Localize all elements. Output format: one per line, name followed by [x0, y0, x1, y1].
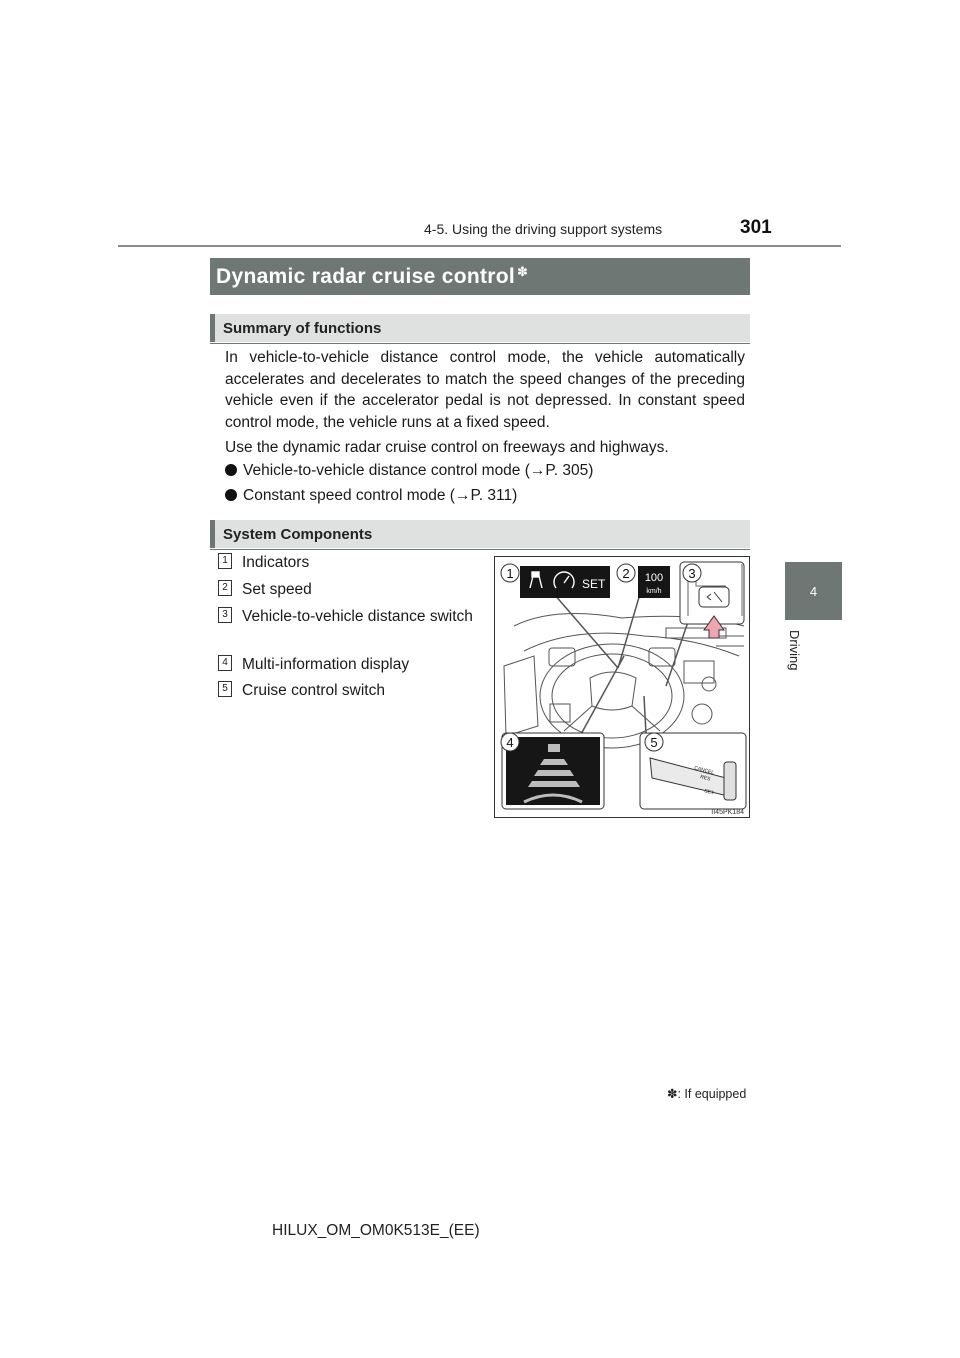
component-item [218, 552, 478, 574]
component-number: 5 [218, 681, 232, 697]
component-number: 1 [218, 553, 232, 569]
bullet-text: Vehicle-to-vehicle distance control mode (→P. 305) [243, 462, 594, 479]
heading-accent [210, 314, 215, 342]
component-item [218, 579, 478, 601]
summary-usage-paragraph: Use the dynamic radar cruise control on freeways and highways. [225, 439, 669, 456]
component-label: Indicators [242, 554, 310, 571]
header-section-title: 4-5. Using the driving support systems [424, 221, 663, 237]
set-speed-unit: km/h [646, 588, 662, 595]
heading-accent [210, 520, 215, 548]
callout-5 [645, 733, 663, 751]
set-indicator: SET [582, 577, 606, 591]
component-label: Set speed [242, 581, 312, 598]
lever-label-res: RES [699, 774, 711, 783]
system-components-illustration [494, 556, 750, 818]
component-item [218, 680, 478, 702]
bullet-dot [225, 464, 237, 476]
component-label: Vehicle-to-vehicle distance switch [242, 608, 473, 625]
component-number: 3 [218, 607, 232, 623]
summary-paragraph: In vehicle-to-vehicle distance control mode, the vehicle automatically accelerates and decelerates to match the speed changes of the preceding vehicle even if the accelerator pedal is not depressed. In constant speed control mode, the vehicle runs at a fixed speed. [225, 349, 745, 431]
components-heading-bar [210, 520, 750, 548]
svg-text:3: 3 [688, 566, 696, 581]
chapter-tab-label: Driving [787, 630, 802, 671]
set-speed-value: 100 [644, 572, 664, 584]
chapter-tab-number: 4 [809, 583, 818, 599]
section-title: Dynamic radar cruise control [216, 264, 516, 288]
footnote-if-equipped: ✽: If equipped [667, 1087, 747, 1101]
document-code: HILUX_OM_OM0K513E_(EE) [272, 1222, 480, 1239]
component-item [218, 654, 478, 676]
callout-1 [501, 564, 519, 582]
if-equipped-star: ✽ [517, 264, 528, 279]
summary-heading: Summary of functions [223, 319, 382, 337]
component-item [218, 606, 478, 628]
svg-text:5: 5 [650, 735, 658, 750]
chapter-tab[interactable] [785, 562, 842, 620]
svg-text:2: 2 [622, 566, 630, 581]
distance-button [699, 587, 729, 607]
section-title-bar [210, 258, 750, 295]
component-label: Multi-information display [242, 656, 410, 673]
header-rule [118, 245, 841, 247]
lever-label-cancel: CANCEL [693, 765, 715, 777]
illustration-code: II45PK184 [711, 809, 744, 816]
page-number: 301 [740, 217, 772, 238]
callout-3 [683, 564, 701, 582]
bullet-dot [225, 489, 237, 501]
bullet-distance-mode [225, 462, 593, 480]
callout-4 [501, 733, 519, 751]
svg-text:4: 4 [506, 735, 514, 750]
bullet-text: Constant speed control mode (→P. 311) [243, 487, 518, 504]
heading-underline [210, 343, 750, 344]
svg-text:1: 1 [506, 566, 514, 581]
component-label: Cruise control switch [242, 682, 385, 699]
components-heading: System Components [223, 525, 373, 543]
heading-underline [210, 549, 750, 550]
summary-heading-bar [210, 314, 750, 342]
component-number: 4 [218, 655, 232, 671]
callout-2 [617, 564, 635, 582]
bullet-constant-mode [225, 487, 517, 505]
component-number: 2 [218, 580, 232, 596]
lever-label-set: SET [703, 788, 715, 797]
